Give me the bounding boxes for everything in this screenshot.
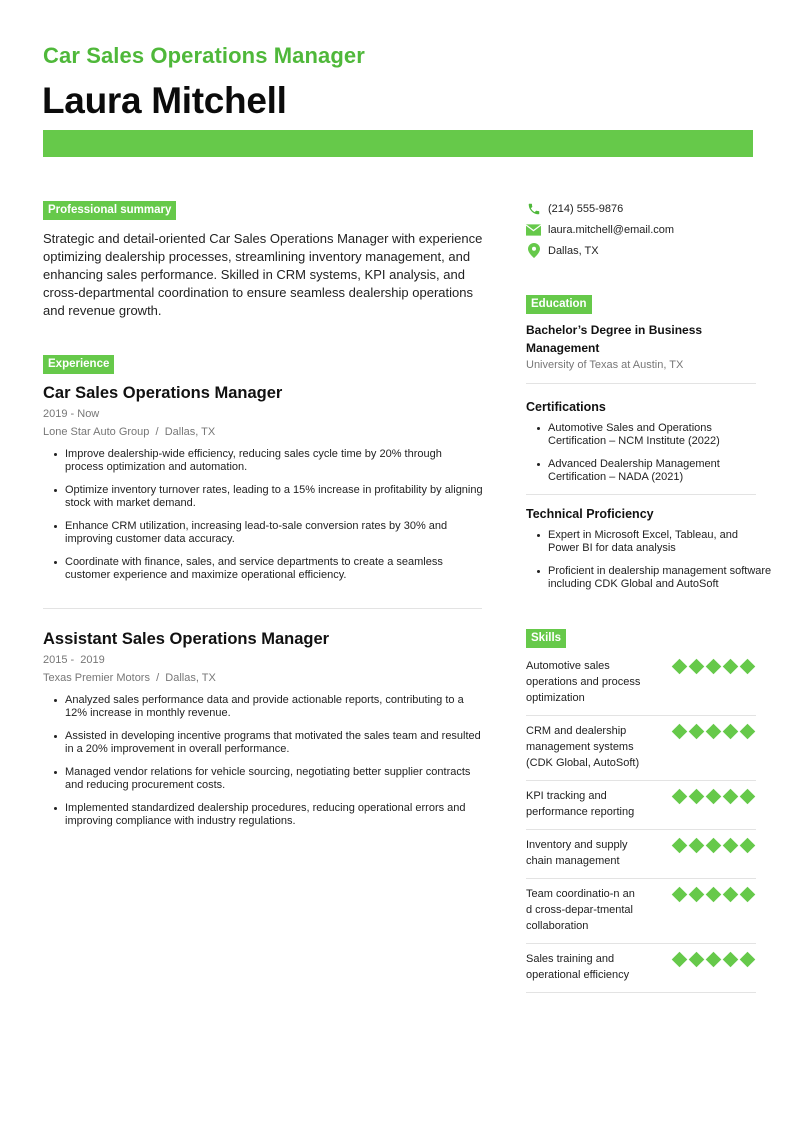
experience-badge: Experience <box>43 355 114 374</box>
rating-diamond-icon <box>706 789 722 805</box>
rating-diamond-icon <box>672 952 688 968</box>
bullet-item: Improve dealership-wide efficiency, reducing sales cycle time by 20% through process optimization and automation. <box>51 448 483 474</box>
rating-diamond-icon <box>689 838 705 854</box>
location-pin-icon <box>526 243 541 258</box>
rating-diamond-icon <box>740 952 756 968</box>
section-divider <box>526 383 756 384</box>
rating-diamond-icon <box>689 887 705 903</box>
rating-diamond-icon <box>723 724 739 740</box>
email-icon <box>526 222 541 237</box>
skill-rating <box>673 888 756 901</box>
rating-diamond-icon <box>723 789 739 805</box>
skill-rating <box>673 725 756 738</box>
rating-diamond-icon <box>706 724 722 740</box>
phone-text[interactable]: (214) 555-9876 <box>548 202 624 215</box>
summary-badge: Professional summary <box>43 201 176 220</box>
rating-diamond-icon <box>723 887 739 903</box>
rating-diamond-icon <box>706 659 722 675</box>
rating-diamond-icon <box>706 952 722 968</box>
bullet-item: Implemented standardized dealership procedures, reducing operational errors and improving compliance with industry regulations. <box>51 802 483 828</box>
skill-name: Sales training and operational efficiency <box>526 953 630 981</box>
job-dates: 2019 - Now <box>43 408 100 420</box>
skill-rating <box>673 790 756 803</box>
rating-diamond-icon <box>740 789 756 805</box>
certifications-heading: Certifications <box>526 400 606 414</box>
skill-name: KPI tracking and performance reporting <box>526 790 635 818</box>
rating-diamond-icon <box>689 724 705 740</box>
job-entry <box>43 384 483 592</box>
rating-diamond-icon <box>672 724 688 740</box>
bullet-item: Assisted in developing incentive programs that motivated the sales team and resulted in a 20% improvement in overall performance. <box>51 730 483 756</box>
technical-section <box>526 507 772 601</box>
job-bullets <box>43 448 483 582</box>
rating-diamond-icon <box>706 887 722 903</box>
school: University of Texas at Austin, TX <box>526 359 684 371</box>
rating-diamond-icon <box>740 659 756 675</box>
skill-name: Team coordinatio-n and cross-depar-tmental collaboration <box>526 888 635 932</box>
skill-row <box>526 879 756 944</box>
technical-heading: Technical Proficiency <box>526 507 654 521</box>
skill-name: CRM and dealership management systems (CDK Global, AutoSoft) <box>526 725 640 769</box>
rating-diamond-icon <box>689 952 705 968</box>
summary-text: Strategic and detail-oriented Car Sales Operations Manager with experience optimizing dealership processes, streamlining inventory management, and enhancing sales performance. Skilled in CRM systems, KPI analysis, and cross-departmental coordination to ensure seamless dealership operations and revenue growth. <box>43 231 483 318</box>
skill-row <box>526 944 756 993</box>
contact-phone <box>526 198 756 219</box>
rating-diamond-icon <box>672 659 688 675</box>
rating-diamond-icon <box>740 887 756 903</box>
rating-diamond-icon <box>689 659 705 675</box>
job-company-location: Texas Premier Motors / Dallas, TX <box>43 672 216 684</box>
skill-row <box>526 716 756 781</box>
contact-location <box>526 240 756 261</box>
job-entry <box>43 630 483 838</box>
summary-section <box>43 200 483 320</box>
headline-job-title: Car Sales Operations Manager <box>43 43 365 68</box>
skills-section <box>526 628 756 993</box>
phone-icon <box>526 201 541 216</box>
email-text[interactable]: laura.mitchell@email.com <box>548 223 675 236</box>
bullet-item: Optimize inventory turnover rates, leading to a 15% increase in profitability by aligning stock with market demand. <box>51 484 483 510</box>
rating-diamond-icon <box>672 789 688 805</box>
skills-list <box>526 651 756 993</box>
education-section <box>526 294 756 384</box>
degree: Bachelor’s Degree in Business Management <box>526 323 703 355</box>
bullet-item: Managed vendor relations for vehicle sourcing, negotiating better supplier contracts and reducing procurement costs. <box>51 766 483 792</box>
certifications-list <box>526 422 756 484</box>
job-bullets <box>43 694 483 828</box>
skill-rating <box>673 660 756 673</box>
bullet-item: Analyzed sales performance data and provide actionable reports, contributing to a 12% increase in monthly revenue. <box>51 694 483 720</box>
candidate-name: Laura Mitchell <box>42 80 287 121</box>
bullet-item: Coordinate with finance, sales, and service departments to create a seamless customer experience and maximize operational efficiency. <box>51 556 483 582</box>
skills-badge: Skills <box>526 629 566 648</box>
bullet-item: Enhance CRM utilization, increasing lead-to-sale conversion rates by 30% and improving customer data accuracy. <box>51 520 483 546</box>
rating-diamond-icon <box>740 724 756 740</box>
job-dates: 2015 - 2019 <box>43 654 105 666</box>
rating-diamond-icon <box>706 838 722 854</box>
skill-rating <box>673 953 756 966</box>
rating-diamond-icon <box>723 952 739 968</box>
skill-rating <box>673 839 756 852</box>
section-divider <box>526 494 756 495</box>
technical-item: Expert in Microsoft Excel, Tableau, and Power BI for data analysis <box>534 529 749 555</box>
rating-diamond-icon <box>723 659 739 675</box>
job-company-location: Lone Star Auto Group / Dallas, TX <box>43 426 216 438</box>
education-badge: Education <box>526 295 592 314</box>
job-title: Assistant Sales Operations Manager <box>43 630 330 648</box>
location-text: Dallas, TX <box>548 244 599 257</box>
skill-row <box>526 781 756 830</box>
skill-row <box>526 830 756 879</box>
contact-email <box>526 219 756 240</box>
certifications-section <box>526 400 756 495</box>
rating-diamond-icon <box>723 838 739 854</box>
section-divider <box>43 608 482 609</box>
rating-diamond-icon <box>689 789 705 805</box>
rating-diamond-icon <box>740 838 756 854</box>
job-title: Car Sales Operations Manager <box>43 384 283 402</box>
technical-item: Proficient in dealership management software including CDK Global and AutoSoft <box>534 565 784 591</box>
rating-diamond-icon <box>672 838 688 854</box>
skill-row <box>526 651 756 716</box>
technical-list <box>526 529 772 591</box>
contact-section <box>526 198 756 261</box>
header-accent-bar <box>43 130 753 157</box>
certification-item: Advanced Dealership Management Certification – NADA (2021) <box>534 458 749 484</box>
skill-name: Inventory and supply chain management <box>526 839 628 867</box>
certification-item: Automotive Sales and Operations Certification – NCM Institute (2022) <box>534 422 749 448</box>
skill-name: Automotive sales operations and process optimization <box>526 660 641 704</box>
rating-diamond-icon <box>672 887 688 903</box>
